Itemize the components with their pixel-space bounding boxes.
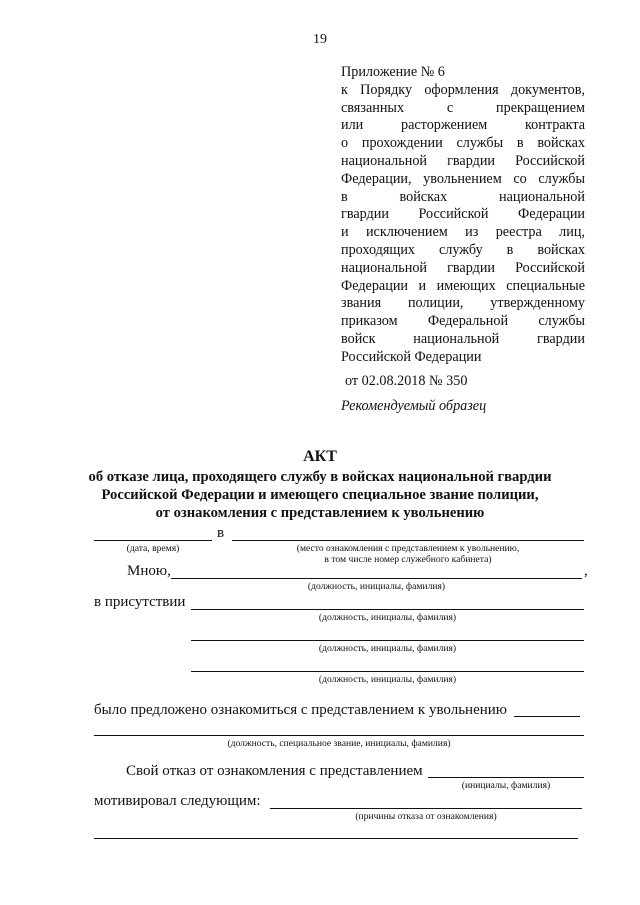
witness-field-line-2[interactable] <box>191 640 584 641</box>
appendix-line: проходящих службу в войсках <box>341 241 585 258</box>
appendix-line: Приложение № 6 <box>341 64 445 80</box>
place-field-line[interactable] <box>232 540 584 541</box>
in-presence-label: в присутствии <box>94 594 186 610</box>
datetime-field-line[interactable] <box>94 540 212 541</box>
appendix-line: гвардии Российской Федерации <box>341 206 585 223</box>
appendix-line: звания полиции, утвержденному <box>341 295 585 312</box>
datetime-caption: (дата, время) <box>126 543 180 554</box>
act-subtitle-line: от ознакомления с представлением к увольнению <box>155 505 485 521</box>
witness-field-line-1[interactable] <box>191 609 584 610</box>
appendix-block <box>341 64 585 390</box>
place-caption: в том числе номер служебного кабинета) <box>324 554 492 565</box>
appendix-line: Федерации, увольнением со службы <box>341 170 585 187</box>
by-me-label: Мною, <box>127 563 171 579</box>
witness-caption: (должность, инициалы, фамилия) <box>318 674 457 685</box>
reasons-field-line-2[interactable] <box>94 838 578 839</box>
appendix-line: в войсках национальной <box>341 188 585 205</box>
act-subtitle-line: об отказе лица, проходящего службу в войсках национальной гвардии <box>88 469 552 485</box>
recommended-sample-label: Рекомендуемый образец <box>341 398 487 414</box>
compiler-field-line[interactable] <box>171 578 582 579</box>
appendix-date: от 02.08.2018 № 350 <box>345 372 468 389</box>
appendix-line: Российской Федерации <box>341 348 482 365</box>
appendix-line: или расторжением контракта <box>341 117 585 134</box>
offered-field-line[interactable] <box>514 716 580 717</box>
appendix-line: национальной гвардии Российской <box>341 259 585 276</box>
motivated-text: мотивировал следующим: <box>94 793 261 809</box>
reasons-field-line[interactable] <box>270 808 582 809</box>
witness-field-line-3[interactable] <box>191 671 584 672</box>
appendix-line: национальной гвардии Российской <box>341 152 585 169</box>
appendix-line: приказом Федеральной службы <box>341 313 585 330</box>
offered-text: было предложено ознакомиться с представлением к увольнению <box>94 702 508 718</box>
appendix-line: войск национальной гвардии <box>341 330 585 347</box>
appendix-line: и исключением из реестра лиц, <box>341 224 585 241</box>
employee-caption: (должность, специальное звание, инициалы, фамилия) <box>227 738 451 749</box>
initials-field-line[interactable] <box>428 777 584 778</box>
reasons-caption: (причины отказа от ознакомления) <box>355 811 497 822</box>
appendix-line: связанных с прекращением <box>341 99 585 116</box>
in-label: в <box>217 525 225 541</box>
witness-caption: (должность, инициалы, фамилия) <box>318 643 457 654</box>
refusal-text: Свой отказ от ознакомления с представлением <box>126 763 423 779</box>
comma: , <box>584 563 588 579</box>
initials-caption: (инициалы, фамилия) <box>461 780 551 791</box>
employee-field-line[interactable] <box>94 735 584 736</box>
appendix-line: Федерации и имеющих специальные <box>341 277 585 294</box>
place-caption: (место ознакомления с представлением к увольнению, <box>296 543 520 554</box>
witness-caption: (должность, инициалы, фамилия) <box>318 612 457 623</box>
page-number: 19 <box>313 32 327 47</box>
appendix-line: к Порядку оформления документов, <box>341 81 585 98</box>
act-subtitle-line: Российской Федерации и имеющего специальное звание полиции, <box>101 487 539 503</box>
compiler-caption: (должность, инициалы, фамилия) <box>307 581 446 592</box>
appendix-line: о прохождении службы в войсках <box>341 135 585 152</box>
act-title: АКТ <box>303 448 337 465</box>
